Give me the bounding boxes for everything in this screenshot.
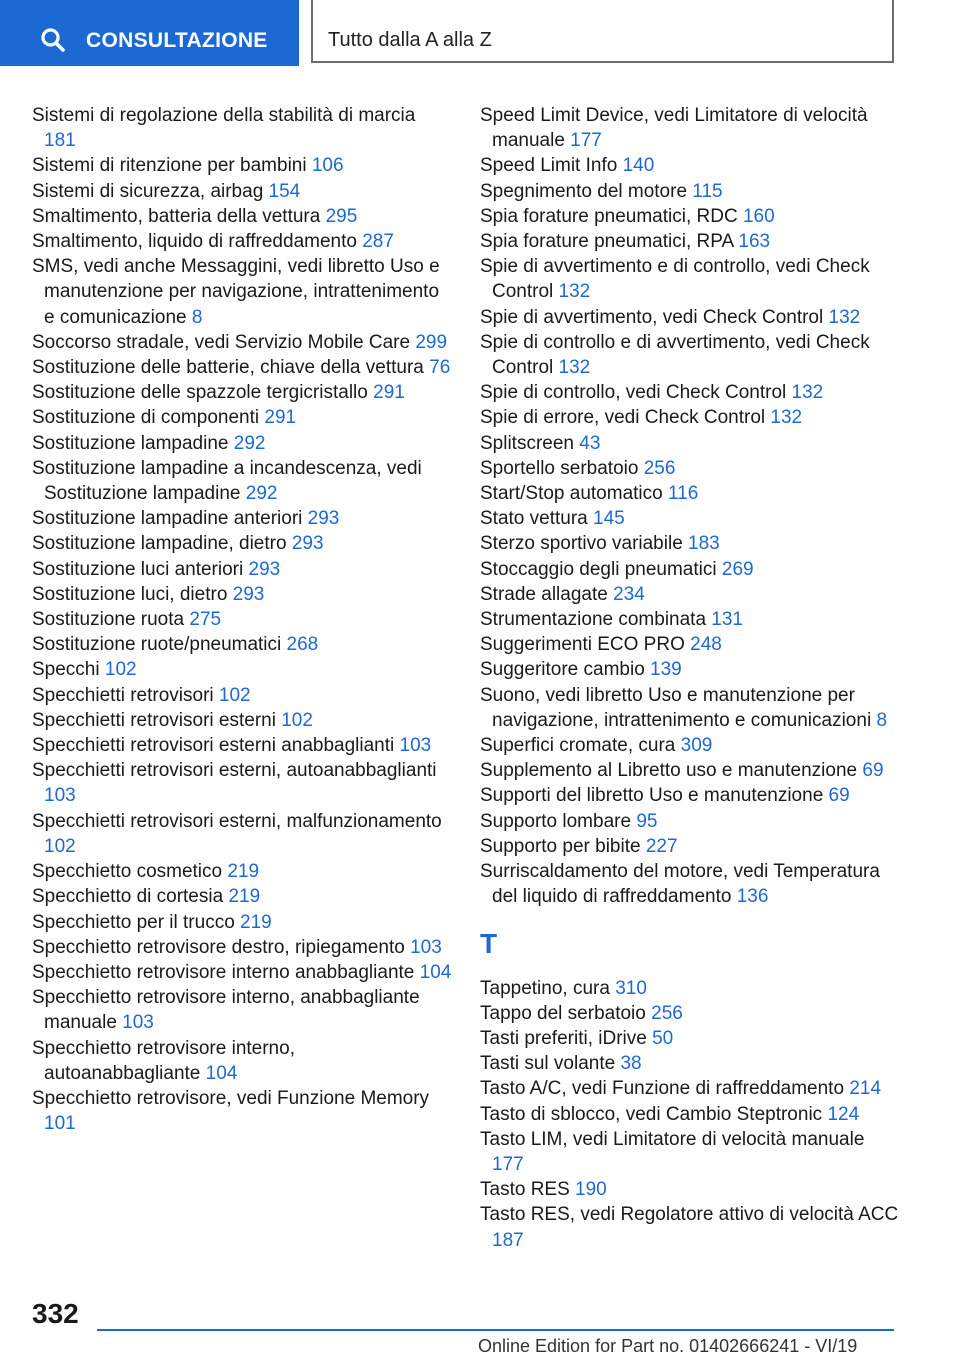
index-entry (32, 557, 452, 582)
index-entry (32, 607, 452, 632)
page-link[interactable]: 268 (286, 634, 319, 656)
index-entry (480, 632, 900, 657)
page-link[interactable]: 104 (205, 1062, 238, 1084)
page-link[interactable]: 292 (233, 432, 266, 454)
index-entry-text: Splitscreen (480, 432, 574, 454)
index-entry-text: Sostituzione delle spazzole tergicristallo (32, 382, 368, 404)
index-column-left (32, 103, 452, 1136)
index-entry-text: Surriscaldamento del motore, vedi Temperatura del liquido di raffreddamento (480, 861, 880, 908)
page-number: 332 (32, 1298, 79, 1329)
index-entry (480, 405, 900, 430)
index-entry (32, 330, 452, 355)
page-link[interactable]: 136 (736, 886, 769, 908)
page-link[interactable]: 227 (645, 835, 678, 857)
index-entry (480, 657, 900, 682)
page-link[interactable]: 309 (680, 735, 713, 757)
page-link[interactable]: 293 (307, 508, 340, 530)
index-entry-text: Tasto RES, vedi Regolatore attivo di velocità ACC (480, 1204, 899, 1226)
page-link[interactable]: 293 (232, 583, 265, 605)
index-entry-text: Specchietto per il trucco (32, 911, 235, 933)
index-entry-text: Strumentazione combinata (480, 609, 707, 631)
index-entry-text: Suggerimenti ECO PRO (480, 634, 685, 656)
index-entry (480, 456, 900, 481)
index-entry-text: Suggeritore cambio (480, 659, 645, 681)
page-link[interactable]: 214 (849, 1078, 882, 1100)
page-link[interactable]: 256 (643, 457, 676, 479)
index-entry-text: Sostituzione ruota (32, 609, 185, 631)
page-link[interactable]: 115 (692, 180, 723, 202)
index-entry-text: Specchietti retrovisori esterni (32, 709, 276, 731)
index-entry (480, 1177, 900, 1202)
index-entry-text: Smaltimento, batteria della vettura (32, 205, 321, 227)
page-link[interactable]: 43 (579, 432, 601, 454)
index-entry (32, 254, 452, 330)
page-link[interactable]: 103 (44, 785, 76, 807)
index-entry-text: Suono, vedi libretto Uso e manutenzione per navigazione, intrattenimento e comunicazioni (480, 684, 872, 731)
index-entry-text: Sostituzione lampadine, dietro (32, 533, 287, 555)
index-entry (480, 179, 900, 204)
page-link[interactable]: 256 (651, 1002, 683, 1024)
page-link[interactable]: 132 (558, 281, 591, 303)
index-entry (32, 229, 452, 254)
page-link[interactable]: 293 (291, 533, 324, 555)
index-entry-text: Sostituzione lampadine (32, 432, 229, 454)
index-entry-text: Tappetino, cura (480, 977, 610, 999)
index-entry (32, 985, 452, 1035)
index-entry-text: Specchietti retrovisori esterni, malfunzionamento (32, 810, 442, 832)
index-entry (480, 1127, 900, 1177)
index-entry-text: Strade allagate (480, 583, 608, 605)
index-entry-text: Sistemi di ritenzione per bambini (32, 155, 307, 177)
index-entry-text: Stoccaggio degli pneumatici (480, 558, 717, 580)
index-entry (480, 607, 900, 632)
index-entry-text: Sterzo sportivo variabile (480, 533, 683, 555)
index-entry-text: Spia forature pneumatici, RPA (480, 231, 734, 253)
index-entry (480, 305, 900, 330)
index-entry (32, 960, 452, 985)
page-link[interactable]: 248 (690, 634, 722, 656)
index-entry-text: Sostituzione luci, dietro (32, 583, 228, 605)
index-entry-text: Specchietti retrovisori (32, 684, 214, 706)
index-entry (480, 531, 900, 556)
index-entry-text: Specchietto retrovisore, vedi Funzione Memory (32, 1087, 430, 1109)
page-link[interactable]: 190 (575, 1179, 607, 1201)
index-entry-text: Sportello serbatoio (480, 457, 639, 479)
page-link[interactable]: 116 (668, 483, 699, 505)
page-link[interactable]: 131 (711, 609, 743, 631)
index-entry (32, 103, 452, 153)
index-entry (32, 1086, 452, 1136)
page-link[interactable]: 69 (862, 760, 884, 782)
index-entry-text: Specchietti retrovisori esterni, autoanabbaglianti (32, 760, 437, 782)
page-link[interactable]: 293 (248, 558, 281, 580)
index-entry-text: Sostituzione delle batterie, chiave della vettura (32, 357, 424, 379)
index-entry-text: Sostituzione luci anteriori (32, 558, 244, 580)
index-entry (32, 431, 452, 456)
page-link[interactable]: 106 (311, 155, 344, 177)
index-entry (480, 1102, 900, 1127)
index-entry (32, 632, 452, 657)
index-entry (480, 481, 900, 506)
page-link[interactable]: 132 (558, 357, 591, 379)
index-entry-text: Soccorso stradale, vedi Servizio Mobile Care (32, 331, 411, 353)
index-entry-text: Spie di controllo, vedi Check Control (480, 382, 787, 404)
header (0, 0, 960, 66)
footer-divider (97, 1329, 894, 1331)
page-link[interactable]: 132 (828, 306, 861, 328)
page-link[interactable]: 76 (429, 357, 451, 379)
tab-tutto-dalla-a-alla-z[interactable] (311, 0, 894, 63)
page-link[interactable]: 269 (721, 558, 754, 580)
index-entry-text: Specchietto di cortesia (32, 886, 224, 908)
page-link[interactable]: 291 (264, 407, 297, 429)
index-entry-text: Smaltimento, liquido di raffreddamento (32, 231, 357, 253)
index-entry-text: Speed Limit Info (480, 155, 618, 177)
page-link[interactable]: 140 (622, 155, 655, 177)
index-entry (480, 809, 900, 834)
index-entry (480, 582, 900, 607)
page-link[interactable]: 103 (410, 936, 442, 958)
index-entry (32, 153, 452, 178)
tab-consultazione-label: CONSULTAZIONE (86, 29, 268, 52)
index-entry (32, 506, 452, 531)
index-entry (32, 1036, 452, 1086)
index-entry (480, 1051, 900, 1076)
index-entry (480, 254, 900, 304)
index-entry-text: Spie di controllo e di avvertimento, vedi Check Control (480, 331, 870, 379)
page-link[interactable]: 219 (228, 886, 261, 908)
index-entry-text: Tasto A/C, vedi Funzione di raffreddamento (480, 1078, 845, 1100)
index-entry (480, 733, 900, 758)
page-link[interactable]: 103 (399, 735, 432, 757)
index-entry-text: Tasto LIM, vedi Limitatore di velocità manuale (480, 1128, 865, 1150)
page-link[interactable]: 104 (419, 961, 452, 983)
index-entry (32, 733, 452, 758)
page-link[interactable]: 145 (593, 508, 625, 530)
section-letter-t: T (480, 927, 498, 959)
index-entry-text: Spie di errore, vedi Check Control (480, 407, 766, 429)
index-entry (32, 683, 452, 708)
page-link[interactable]: 310 (615, 977, 647, 999)
index-entry-text: Specchietto retrovisore interno, anabbagliante manuale (32, 987, 420, 1034)
index-entry-text: Speed Limit Device, vedi Limitatore di velocità manuale (480, 105, 868, 152)
tab-consultazione[interactable] (0, 0, 299, 66)
index-column-right (480, 103, 900, 1253)
page-link[interactable]: 154 (268, 180, 301, 202)
index-entry (480, 1026, 900, 1051)
index-entry-text: Specchietto cosmetico (32, 861, 223, 883)
page-link[interactable]: 95 (636, 810, 658, 832)
tab-tutto-label: Tutto dalla A alla Z (328, 29, 492, 51)
page-link[interactable]: 275 (189, 609, 222, 631)
index-entry (32, 708, 452, 733)
index-entry (32, 380, 452, 405)
index-entry (480, 204, 900, 229)
index-entry (480, 506, 900, 531)
page-link[interactable]: 183 (688, 533, 720, 555)
page-link[interactable]: 101 (44, 1113, 76, 1135)
index-entry-text: Specchietto retrovisore destro, ripiegamento (32, 936, 405, 958)
page-link[interactable]: 8 (876, 709, 888, 731)
index-entry (32, 179, 452, 204)
index-entry-text: Sistemi di sicurezza, airbag (32, 180, 264, 202)
index-entry-text: Tappo del serbatoio (480, 1002, 646, 1024)
index-entry (480, 859, 900, 909)
index-entry-text: Sostituzione ruote/pneumatici (32, 634, 282, 656)
page-link[interactable]: 132 (770, 407, 803, 429)
index-entry-text: Tasto di sblocco, vedi Cambio Steptronic (480, 1103, 823, 1125)
index-entry-text: Sistemi di regolazione della stabilità di marcia (32, 105, 416, 126)
index-entry (32, 809, 452, 859)
index-entry (480, 380, 900, 405)
page-link[interactable]: 219 (240, 911, 272, 933)
index-entry-text: SMS, vedi anche Messaggini, vedi libretto Uso e manutenzione per navigazione, intrattenimento e comunicazione (32, 256, 440, 328)
index-entry (480, 1001, 900, 1026)
index-entry (480, 834, 900, 859)
index-entry (480, 103, 900, 153)
index-entry (32, 204, 452, 229)
index-entry (480, 557, 900, 582)
page-link[interactable]: 102 (104, 659, 137, 681)
index-entry (32, 859, 452, 884)
index-entry (32, 531, 452, 556)
index-entry (32, 910, 452, 935)
page-link[interactable]: 181 (44, 130, 76, 152)
page-link[interactable]: 102 (281, 709, 313, 731)
index-entry-text: Stato vettura (480, 508, 588, 530)
index-entry (480, 783, 900, 808)
index-entry-text: Tasto RES (480, 1179, 570, 1201)
page-link[interactable]: 139 (650, 659, 682, 681)
index-entry (480, 758, 900, 783)
index-entry (480, 1076, 900, 1101)
index-entry (32, 884, 452, 909)
index-entry-text: Specchietto retrovisore interno, autoanabbagliante (32, 1037, 295, 1084)
index-entry (32, 758, 452, 808)
page-link[interactable]: 69 (828, 785, 850, 807)
index-entry-text: Spie di avvertimento, vedi Check Control (480, 306, 824, 328)
index-entry-text: Spia forature pneumatici, RDC (480, 205, 738, 227)
index-entry (480, 683, 900, 733)
search-icon (40, 27, 66, 53)
index-entry-text: Sostituzione di componenti (32, 407, 260, 429)
index-entry-text: Specchietto retrovisore interno anabbagliante (32, 961, 415, 983)
index-entry-text: Start/Stop automatico (480, 483, 663, 505)
index-entry (480, 1202, 900, 1252)
page-link[interactable]: 102 (44, 835, 76, 857)
index-entry-text: Supporto lombare (480, 810, 632, 832)
index-section-t (480, 976, 900, 1253)
index-entry-text: Spie di avvertimento e di controllo, vedi Check Control (480, 256, 870, 303)
page-link[interactable]: 292 (245, 483, 278, 505)
page-link[interactable]: 177 (570, 130, 602, 152)
page-link[interactable]: 38 (620, 1053, 642, 1075)
index-entry-text: Tasti preferiti, iDrive (480, 1027, 647, 1049)
index-entry-text: Supplemento al Libretto uso e manutenzione (480, 760, 858, 782)
index-entry (32, 657, 452, 682)
index-entry (480, 976, 900, 1001)
index-entry (480, 431, 900, 456)
index-entry (480, 330, 900, 380)
page-link[interactable]: 219 (227, 861, 260, 883)
index-entry (32, 355, 452, 380)
index-entry-text: Specchi (32, 659, 100, 681)
page-link[interactable]: 102 (218, 684, 251, 706)
page-link[interactable]: 299 (415, 331, 448, 353)
index-entry-text: Supporto per bibite (480, 835, 641, 857)
index-entry (32, 582, 452, 607)
page-link[interactable]: 187 (492, 1229, 524, 1251)
index-entry (32, 456, 452, 506)
footer-edition: Online Edition for Part no. 01402666241 - VI/19 (478, 1336, 858, 1356)
page-link[interactable]: 132 (791, 382, 824, 404)
index-entry (32, 935, 452, 960)
page-link[interactable]: 124 (827, 1103, 860, 1125)
index-entry-text: Supporti del libretto Uso e manutenzione (480, 785, 824, 807)
page-link[interactable]: 287 (362, 231, 394, 253)
page-link[interactable]: 234 (613, 583, 645, 605)
index-section-s (480, 103, 900, 910)
page-link[interactable]: 50 (652, 1027, 674, 1049)
index-entry-text: Tasti sul volante (480, 1053, 616, 1075)
page-link[interactable]: 103 (122, 1012, 154, 1034)
page-link[interactable]: 163 (738, 231, 771, 253)
index-entry (480, 229, 900, 254)
index-entry-text: Specchietti retrovisori esterni anabbaglianti (32, 735, 395, 757)
index-entry (480, 153, 900, 178)
page-link[interactable]: 160 (742, 205, 775, 227)
index-entry-text: Superfici cromate, cura (480, 735, 676, 757)
index-entry (32, 405, 452, 430)
index-entry-text: Sostituzione lampadine a incandescenza, vedi Sostituzione lampadine (32, 457, 422, 505)
page-link[interactable]: 8 (191, 306, 203, 328)
index-entry-text: Spegnimento del motore (480, 180, 688, 202)
page-link[interactable]: 291 (373, 382, 405, 404)
page-link[interactable]: 177 (492, 1153, 524, 1175)
index-entry-text: Sostituzione lampadine anteriori (32, 508, 303, 530)
page-link[interactable]: 295 (325, 205, 358, 227)
